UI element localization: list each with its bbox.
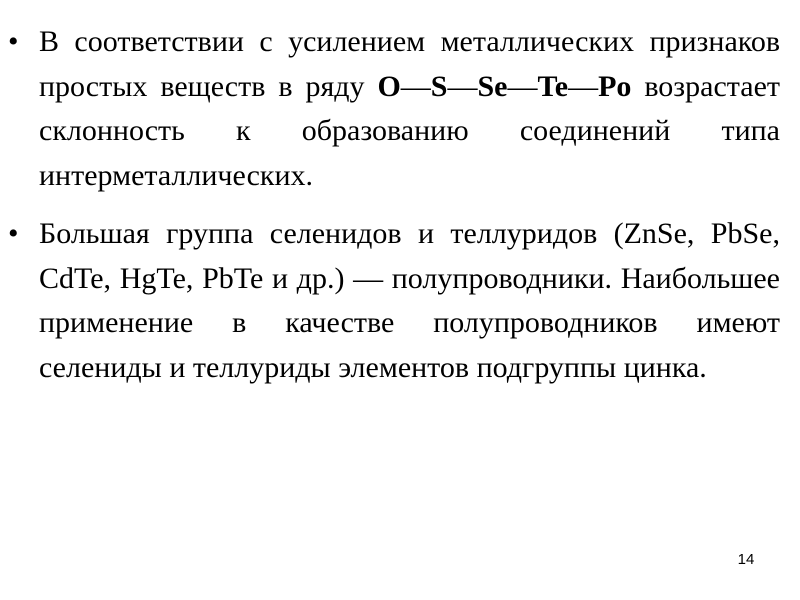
element-oxygen: O bbox=[377, 69, 401, 103]
bullet-item-semiconductors bbox=[8, 212, 780, 390]
bullet-text-intro: В соответствии с усилением металлических признаков простых веществ в ряду bbox=[39, 25, 780, 103]
dash: — bbox=[568, 69, 599, 103]
dash: — bbox=[507, 69, 538, 103]
bullet-text-semiconductors: Большая группа селенидов и теллуридов (ZnSe, PbSe, CdTe, HgTe, PbTe и др.) — полупроводники. Наибольшее применение в качестве полупроводников имеют селениды и теллуриды элементов подгруппы цинка. bbox=[39, 217, 780, 384]
dash: — bbox=[447, 69, 478, 103]
page-number: 14 bbox=[737, 551, 755, 568]
bullet-text-conclusion: возрастает склонность к образованию соединений типа интерметаллических. bbox=[39, 69, 780, 192]
bullet-list bbox=[8, 20, 780, 404]
bullet-marker-icon: • bbox=[8, 25, 19, 58]
element-selenium: Se bbox=[477, 69, 508, 103]
dash: — bbox=[400, 69, 431, 103]
element-sulfur: S bbox=[430, 69, 448, 103]
element-tellurium: Te bbox=[537, 69, 569, 103]
bullet-marker-icon: • bbox=[8, 217, 19, 250]
bullet-item-metallic-properties bbox=[8, 20, 780, 198]
element-polonium: Po bbox=[598, 69, 632, 103]
